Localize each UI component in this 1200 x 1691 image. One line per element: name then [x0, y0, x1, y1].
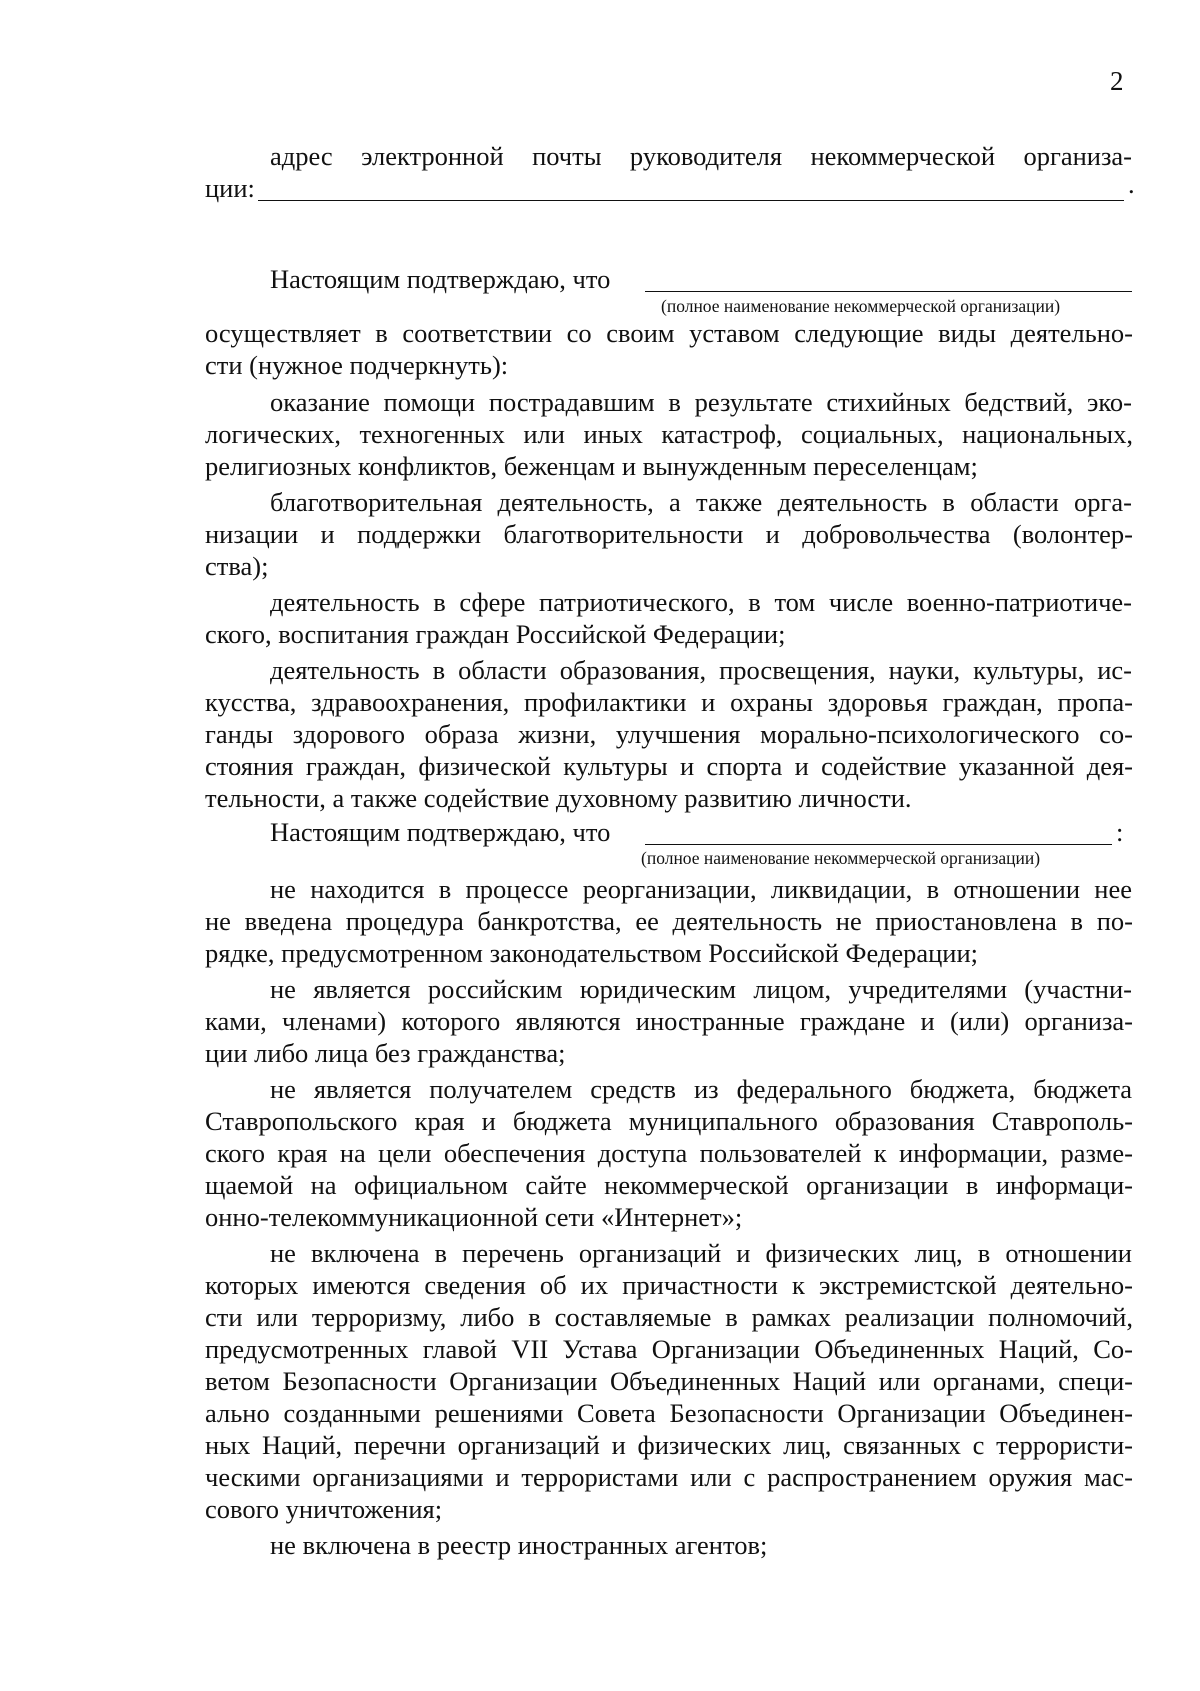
- email-label-continuation: ции:: [205, 173, 255, 203]
- activity-1-line-2: логических, техногенных или иных катастроф, социальных, национальных,: [205, 419, 1133, 449]
- activity-3-line-1: деятельность в сфере патриотического, в том числе военно-патриотиче-: [270, 587, 1132, 617]
- confirmation-1-blank-line: [645, 291, 1132, 292]
- email-line-period: .: [1128, 169, 1135, 199]
- statement-4-line-2: которых имеются сведения об их причастности к экстремистской деятельно-: [205, 1270, 1133, 1300]
- activity-4-line-4: стояния граждан, физической культуры и спорта и содействие указанной дея-: [205, 751, 1133, 781]
- statement-2-line-1: не является российским юридическим лицом, учредителями (участни-: [270, 974, 1132, 1004]
- statement-1-line-1: не находится в процессе реорганизации, ликвидации, в отношении нее: [270, 874, 1132, 904]
- statement-2-line-3: ции либо лица без гражданства;: [205, 1038, 566, 1068]
- statement-3-line-5: онно-телекоммуникационной сети «Интернет»;: [205, 1202, 743, 1232]
- statement-1-line-3: рядке, предусмотренном законодательством Российской Федерации;: [205, 938, 979, 968]
- activity-4-line-3: ганды здорового образа жизни, улучшения морально-психологического со-: [205, 719, 1133, 749]
- activity-4-line-5: тельности, а также содействие духовному развитию личности.: [205, 783, 912, 813]
- statement-4-line-9: сового уничтожения;: [205, 1494, 443, 1524]
- confirmation-2-prefix: Настоящим подтверждаю, что: [270, 817, 611, 847]
- activity-2-line-3: ства);: [205, 551, 269, 581]
- activity-4-line-1: деятельность в области образования, просвещения, науки, культуры, ис-: [270, 655, 1132, 685]
- statement-3-line-2: Ставропольского края и бюджета муниципального образования Ставрополь-: [205, 1106, 1133, 1136]
- statement-4-line-3: сти или терроризму, либо в составляемые в рамках реализации полномочий,: [205, 1302, 1133, 1332]
- confirmation-1-line-2: сти (нужное подчеркнуть):: [205, 350, 509, 380]
- statement-3-line-3: ского края на цели обеспечения доступа пользователей к информации, разме-: [205, 1138, 1133, 1168]
- email-blank-line: [258, 200, 1124, 201]
- activity-3-line-2: ского, воспитания граждан Российской Федерации;: [205, 619, 786, 649]
- activity-1-line-3: религиозных конфликтов, беженцам и вынужденным переселенцам;: [205, 451, 978, 481]
- activity-2-line-2: низации и поддержки благотворительности и добровольчества (волонтер-: [205, 519, 1133, 549]
- statement-4-line-6: ально созданными решениями Совета Безопасности Организации Объединен-: [205, 1398, 1133, 1428]
- confirmation-1-line-1: осуществляет в соответствии со своим уставом следующие виды деятельно-: [205, 318, 1133, 348]
- activity-4-line-2: кусства, здравоохранения, профилактики и охраны здоровья граждан, пропа-: [205, 687, 1133, 717]
- statement-1-line-2: не введена процедура банкротства, ее деятельность не приостановлена в по-: [205, 906, 1133, 936]
- statement-4-line-1: не включена в перечень организаций и физических лиц, в отношении: [270, 1238, 1132, 1268]
- confirmation-2-caption: (полное наименование некоммерческой организации): [641, 848, 1041, 868]
- email-label-line: адрес электронной почты руководителя некоммерческой организа-: [270, 141, 1132, 171]
- confirmation-2-blank-line: [645, 844, 1112, 845]
- statement-4-line-5: ветом Безопасности Организации Объединенных Наций или органами, специ-: [205, 1366, 1133, 1396]
- statement-5-line-1: не включена в реестр иностранных агентов;: [270, 1530, 768, 1560]
- statement-4-line-8: ческими организациями и террористами или с распространением оружия мас-: [205, 1462, 1133, 1492]
- activity-1-line-1: оказание помощи пострадавшим в результате стихийных бедствий, эко-: [270, 387, 1132, 417]
- statement-4-line-4: предусмотренных главой VII Устава Организации Объединенных Наций, Со-: [205, 1334, 1133, 1364]
- statement-4-line-7: ных Наций, перечни организаций и физических лиц, связанных с террористи-: [205, 1430, 1133, 1460]
- page-number: 2: [1110, 66, 1124, 96]
- confirmation-1-prefix: Настоящим подтверждаю, что: [270, 264, 611, 294]
- statement-2-line-2: ками, членами) которого являются иностранные граждане и (или) организа-: [205, 1006, 1133, 1036]
- statement-3-line-1: не является получателем средств из федерального бюджета, бюджета: [270, 1074, 1132, 1104]
- confirmation-2-colon: :: [1116, 817, 1124, 847]
- statement-3-line-4: щаемой на официальном сайте некоммерческой организации в информаци-: [205, 1170, 1133, 1200]
- activity-2-line-1: благотворительная деятельность, а также деятельность в области орга-: [270, 487, 1132, 517]
- confirmation-1-caption: (полное наименование некоммерческой организации): [661, 296, 1061, 316]
